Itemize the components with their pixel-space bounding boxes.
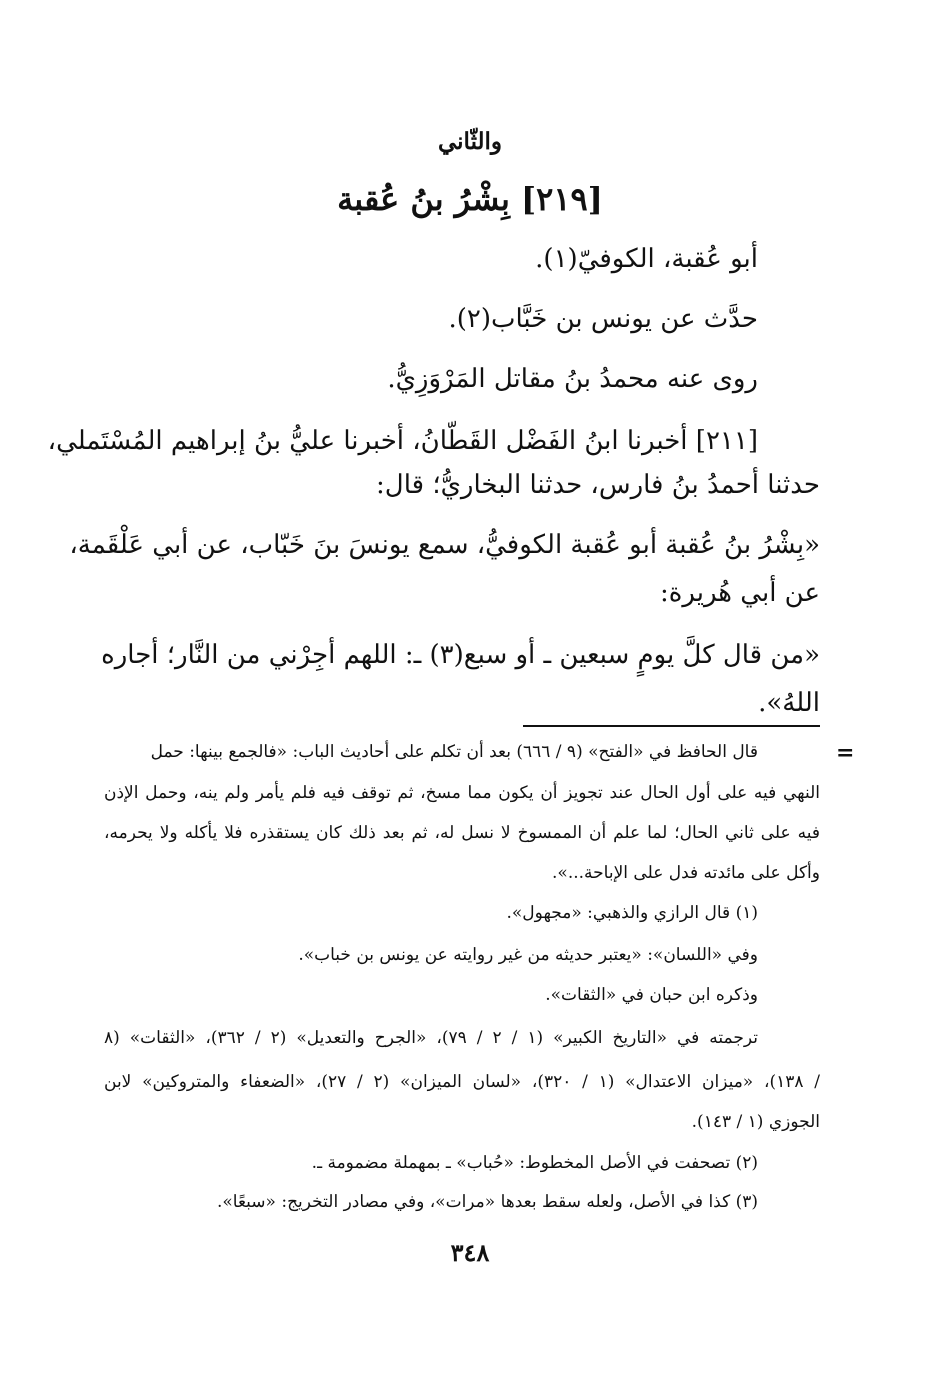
footnote-line: وفي «اللسان»: «يعتبر حديثه من غير روايته عن يونس بن خباب». xyxy=(298,945,758,965)
footnote-line: (١) قال الرازي والذهبي: «مجهول». xyxy=(506,903,758,923)
main-line: أبو عُقبة، الكوفيّ(١). xyxy=(535,244,758,274)
section-label: والثّاني xyxy=(437,128,503,155)
main-line: عن أبي هُريرة: xyxy=(660,578,820,608)
main-line: اللهُ». xyxy=(758,688,820,718)
main-line: روى عنه محمدُ بنُ مقاتل المَرْوَزِيُّ. xyxy=(387,364,758,394)
page-number: ٣٤٨ xyxy=(450,1238,490,1267)
footnote-line: (٢) تصحفت في الأصل المخطوط: «حُباب» ـ بمهملة مضمومة ـ. xyxy=(311,1153,758,1173)
footnote-separator xyxy=(523,725,820,727)
main-line: «من قال كلَّ يومٍ سبعين ـ أو سبع(٣) ـ: اللهم أجِرْني من النَّار؛ أجاره xyxy=(101,640,820,670)
footnote-line: وأكل على مائدته فدل على الإباحة...». xyxy=(552,863,820,883)
footnote-continuation-marker: = xyxy=(836,740,855,766)
footnote-line: ترجمته في «التاريخ الكبير» (١ / ٢ / ٧٩)، «الجرح والتعديل» (٢ / ٣٦٢)، «الثقات» (٨ xyxy=(104,1028,758,1048)
entry-title: [٢١٩] بِشْرُ بنُ عُقبة xyxy=(337,180,603,218)
footnote-line: النهي فيه على أول الحال عند تجويز أن يكون مما مسخ، ثم توقف فيه فلم يأمر ولم ينه، وحمل الإذن xyxy=(104,783,820,803)
main-line: حدثنا أحمدُ بنُ فارس، حدثنا البخاريُّ؛ قال: xyxy=(376,470,820,500)
footnote-line: / ١٣٨)، «ميزان الاعتدال» (١ / ٣٢٠)، «لسان الميزان» (٢ / ٢٧)، «الضعفاء والمتروكين» لابن xyxy=(104,1072,820,1092)
footnote-line: وذكره ابن حبان في «الثقات». xyxy=(545,985,758,1005)
footnote-line: فيه على ثاني الحال؛ لما علم أن الممسوخ لا نسل له، ثم بعد ذلك كان يستقذره فلا يأكله ولا يحرمه، xyxy=(104,823,820,843)
main-line: [٢١١] أخبرنا ابنُ الفَضْل القَطّانُ، أخبرنا عليُّ بنُ إبراهيم المُسْتَملي، xyxy=(47,426,758,456)
main-line: «بِشْرُ بنُ عُقبة أبو عُقبة الكوفيُّ، سمع يونسَ بنَ خَبّاب، عن أبي عَلْقَمة، xyxy=(69,530,820,560)
footnote-line: قال الحافظ في «الفتح» (٩ / ٦٦٦) بعد أن تكلم على أحاديث الباب: «فالجمع بينها: حمل xyxy=(150,742,758,762)
main-line: حدَّث عن يونس بن خَبَّاب(٢). xyxy=(448,304,758,334)
footnote-line: الجوزي (١ / ١٤٣). xyxy=(691,1112,820,1132)
footnote-line: (٣) كذا في الأصل، ولعله سقط بعدها «مرات»، وفي مصادر التخريج: «سبعًا». xyxy=(216,1192,758,1212)
